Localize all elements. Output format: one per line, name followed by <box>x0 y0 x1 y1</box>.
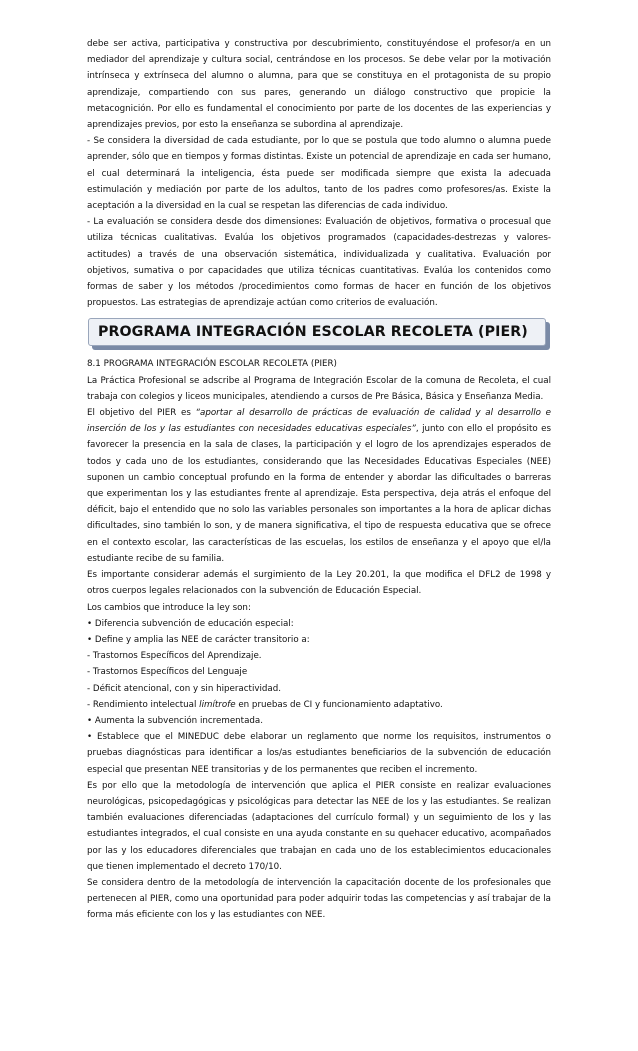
rendimiento-lead: - Rendimiento intelectual <box>87 699 200 710</box>
rendimiento-italic: limítrofe <box>199 699 236 710</box>
paragraph-practica: La Práctica Profesional se adscribe al Programa de Integración Escolar de la comuna de Recoleta, el cual trabaja con colegios y liceos municipales, atendiendo a cursos de Pre Básica, Básica y Enseñanza Media. <box>87 375 551 402</box>
list-item-rendimiento <box>87 697 551 713</box>
paragraph-metodologia: Es por ello que la metodología de intervención que aplica el PIER consiste en realizar evaluaciones neurológicas, psicopedagógicas y psicológicas para detectar las NEE de los y las estudiantes. Se realizan también evaluaciones diferenciadas (adaptaciones del currículo formal) y un seguimiento de los y las estudiantes integrados, el cual consiste en una ayuda constante en su quehacer educativo, acompañados por las y los educadores diferenciales que trabajan en cada uno de los establecimientos educacionales que tienen implementado el decreto 170/10. <box>87 780 551 872</box>
intro-paragraph-1: debe ser activa, participativa y constructiva por descubrimiento, constituyéndose el profesor/a en un mediador del aprendizaje y cultura social, centrándose en los procesos. Se debe velar por la motivación intrínseca y extrínseca del alumno o alumna, para que se constituya en el protagonista de su propio aprendizaje, compartiendo con sus pares, generando un diálogo constructivo que propicie la metacognición. Por ello es fundamental el conocimiento por parte de los docentes de las experiencias y aprendizajes previos, por esto la enseñanza se subordina al aprendizaje. <box>87 39 551 131</box>
paragraph-ley: Es importante considerar además el surgimiento de la Ley 20.201, la que modifica el DFL2 de 1998 y otros cuerpos legales relacionados con la subvención de Educación Especial. <box>87 570 551 597</box>
list-item: - Déficit atencional, con y sin hiperactividad. <box>87 683 282 694</box>
intro-paragraph-3: - La evaluación se considera desde dos dimensiones: Evaluación de objetivos, formativa o procesual que utiliza técnicas cualitativas. Evalúa los objetivos programados (capacidades-destrezas y valores-actitudes) a través de una observación sistemática, individualizada y cualitativa. Evaluación por objetivos, sumativa o por capacidades que utiliza técnicas cuantitativas. Evalúa los contenidos como formas de saber y los métodos /procedimientos como formas de hacer en función de los objetivos propuestos. Las estrategias de aprendizaje actúan como criterios de evaluación. <box>87 217 551 309</box>
paragraph-capacitacion: Se considera dentro de la metodología de intervención la capacitación docente de los profesionales que pertenecen al PIER, como una oportunidad para poder adquirir todas las competencias y así trabajar de la forma más eficiente con los y las estudiantes con NEE. <box>87 877 551 921</box>
rendimiento-rest: en pruebas de CI y funcionamiento adaptativo. <box>235 699 443 710</box>
list-item: • Define y amplia las NEE de carácter transitorio a: <box>87 634 310 645</box>
list-item: • Diferencia subvención de educación especial: <box>87 618 294 629</box>
banner-title: PROGRAMA INTEGRACIÓN ESCOLAR RECOLETA (PIER) <box>98 324 528 341</box>
banner-box <box>88 318 546 346</box>
section-heading: 8.1 PROGRAMA INTEGRACIÓN ESCOLAR RECOLETA (PIER) <box>87 359 337 370</box>
objetivo-lead: El objetivo del PIER es <box>87 408 196 419</box>
document-page <box>87 36 551 924</box>
paragraph-cambios: Los cambios que introduce la ley son: <box>87 602 251 613</box>
paragraph-objetivo <box>87 405 551 567</box>
list-item-aumenta: • Aumenta la subvención incrementada. <box>87 715 264 726</box>
intro-paragraph-2: - Se considera la diversidad de cada estudiante, por lo que se postula que todo alumno o alumna puede aprender, sólo que en tiempos y formas distintas. Existe un potencial de aprendizaje en cada ser humano, el cual determinará la inteligencia, ésta puede ser modificada siempre que exista la adecuada estimulación y mediación por parte de los adultos, tanto de los padres como profesores/as. Existe la aceptación a la diversidad en la cual se respetan las diferencias de cada individuo. <box>87 136 551 212</box>
list-item-establece: • Establece que el MINEDUC debe elaborar un reglamento que norme los requisitos, instrumentos o pruebas diagnósticas para identificar a los/as estudiantes beneficiarios de la subvención de educación especial que presentan NEE transitorias y de los permanentes que reciben el incremento. <box>87 732 551 775</box>
list-item: - Trastornos Específicos del Lenguaje <box>87 667 248 678</box>
objetivo-quote: “aportar al desarrollo de prácticas de evaluación de calidad y al desarrollo e inserción de los y las estudiantes con necesidades educativas especiales” <box>87 408 551 435</box>
list-item: - Trastornos Específicos del Aprendizaje. <box>87 651 262 662</box>
objetivo-rest: , junto con ello el propósito es favorecer la presencia en la sala de clases, la participación y el logro de los aprendizajes esperados de todos y cada uno de los estudiantes, considerando que las Necesidades Educativas Especiales (NEE) suponen un cambio conceptual profundo en la forma de entender y abordar las dificultades o barreras que experimentan los y las estudiantes frente al aprendizaje. Esta perspectiva, deja atrás el enfoque del déficit, bajo el entendido que no solo las variables personales son importantes a la hora de aplicar dichas dificultades, sino también lo son, y de manera significativa, el tipo de respuesta educativa que se ofrece en el contexto escolar, las características de las escuelas, los estilos de enseñanza y el apoyo que el/la estudiante recibe de su familia. <box>87 424 551 564</box>
section-banner <box>88 318 548 348</box>
